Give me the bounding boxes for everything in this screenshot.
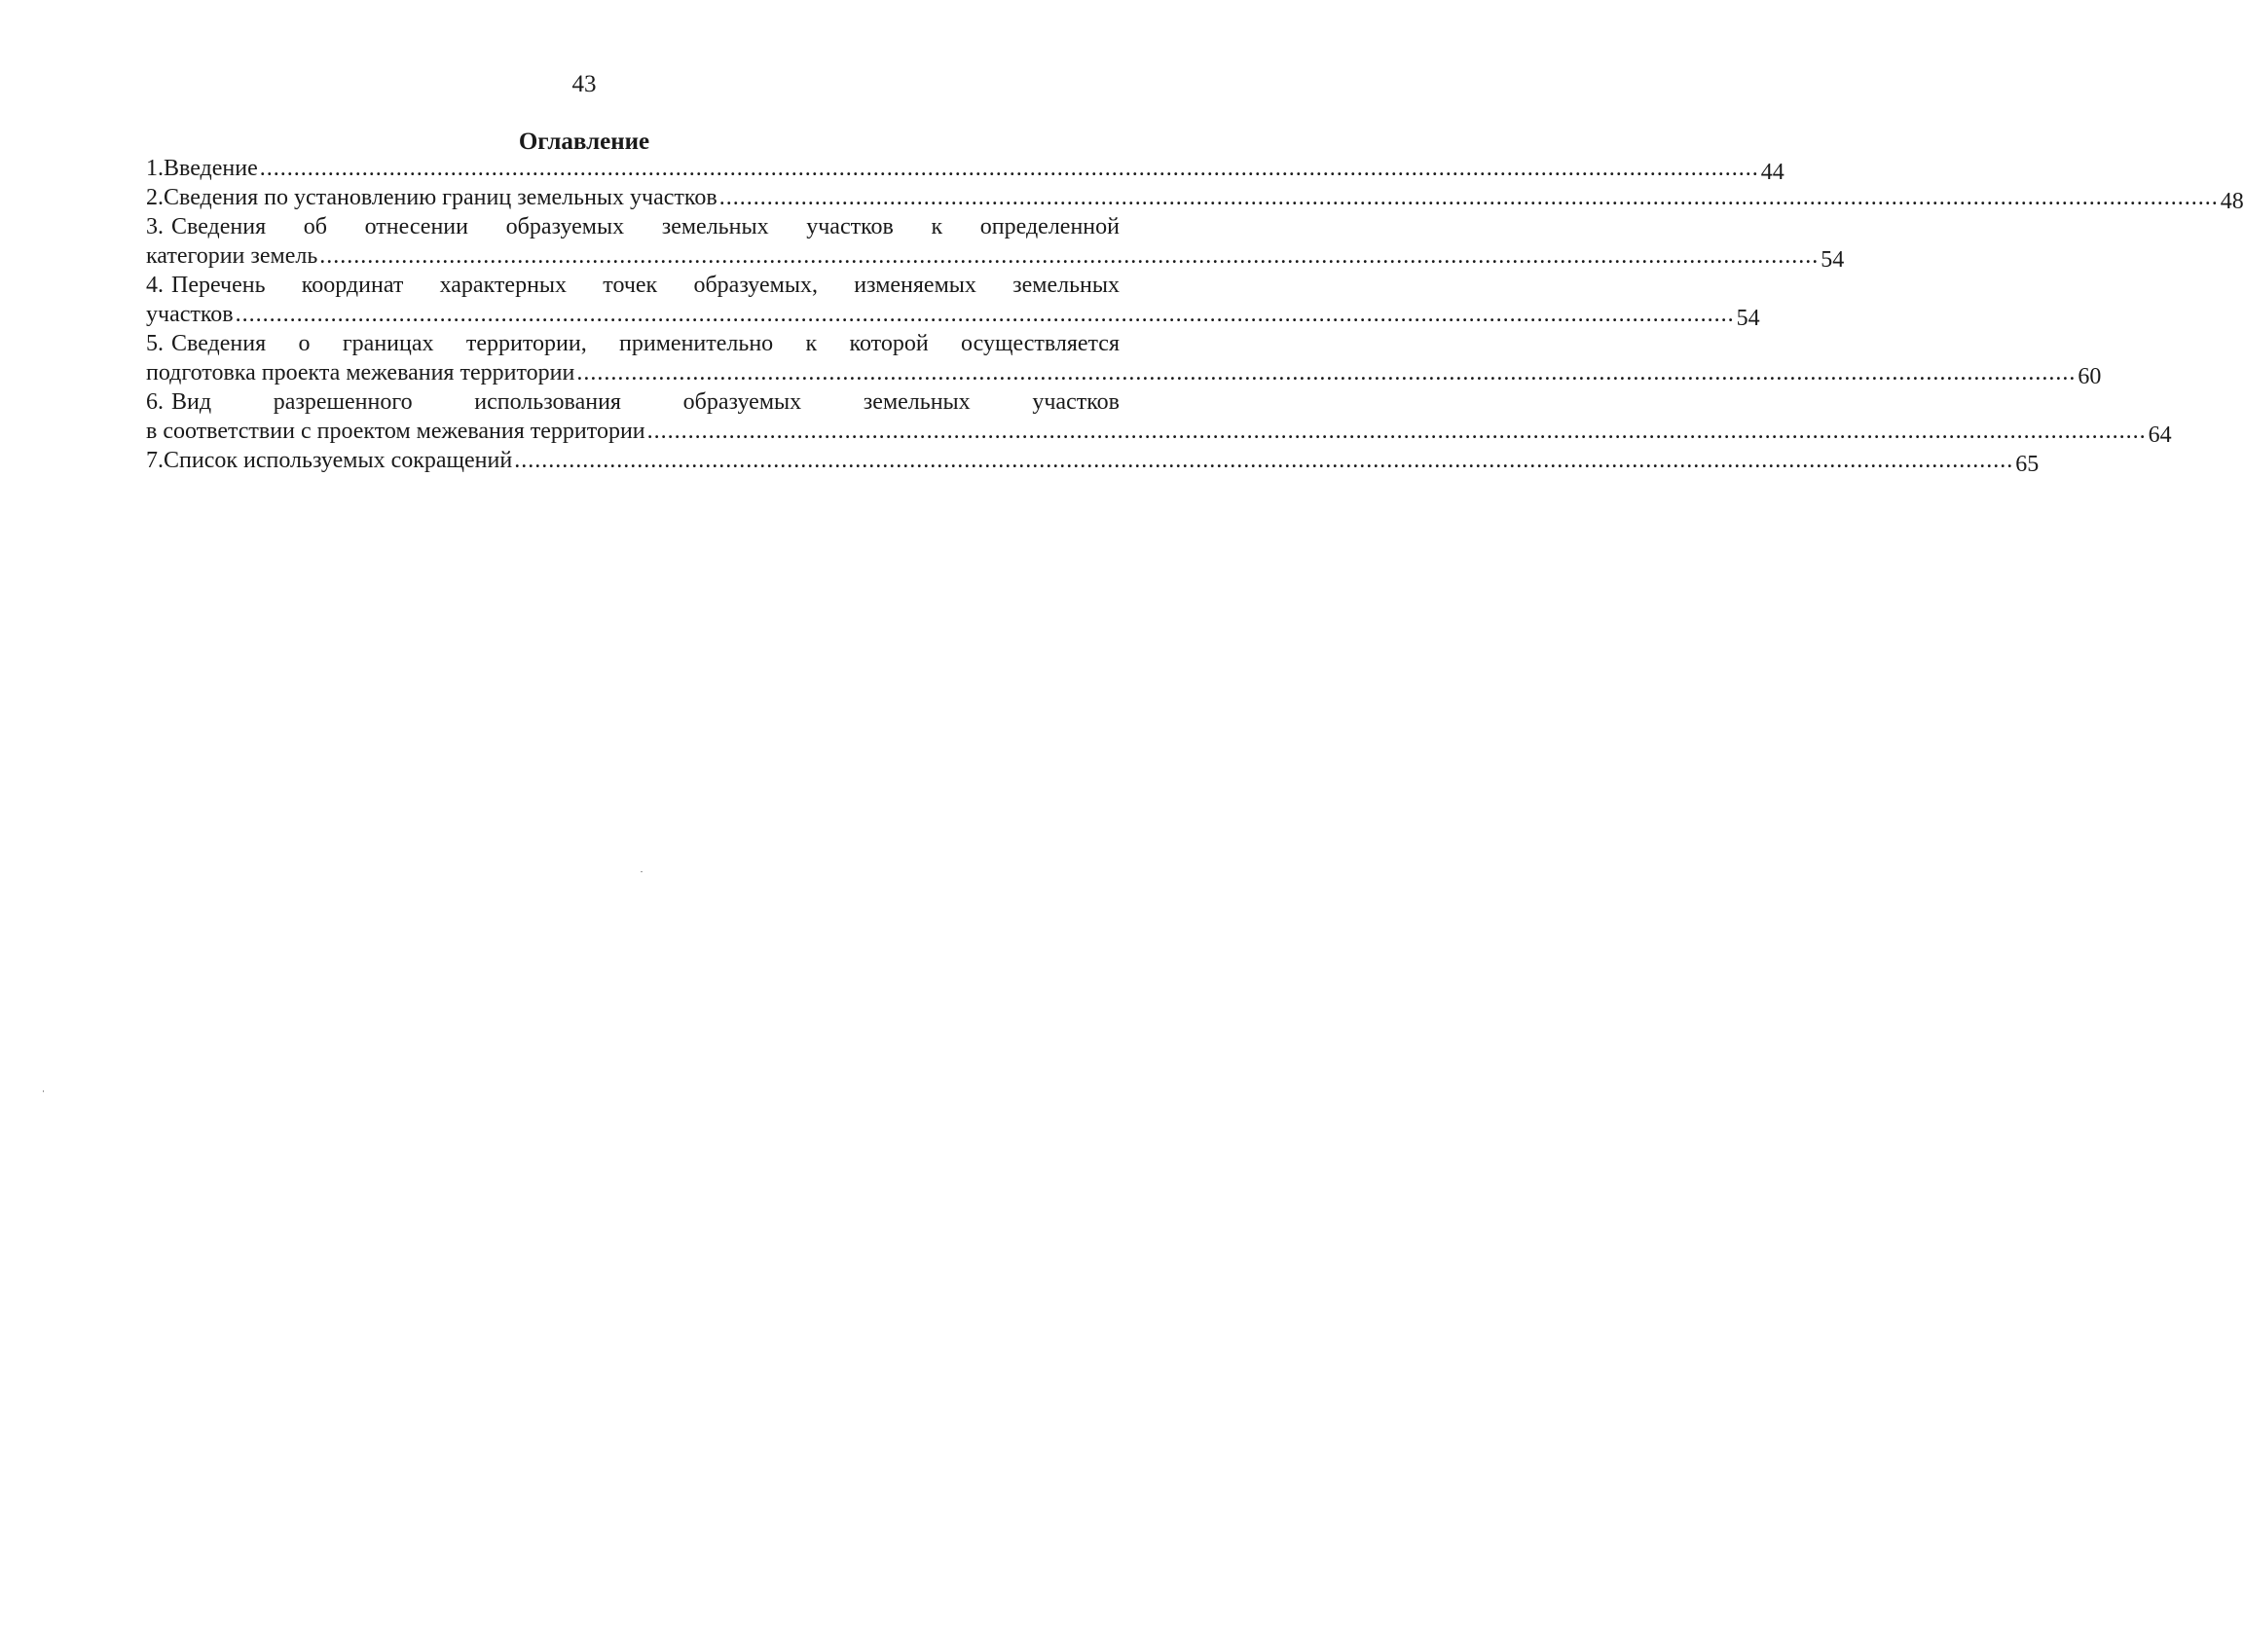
- page-number: 43: [571, 71, 597, 97]
- toc-entry-title-continued: участков: [146, 302, 234, 327]
- toc-entry-introduction[interactable]: [146, 154, 1784, 185]
- toc-entry-title-line-1: [146, 271, 1120, 300]
- toc-entry-page: 54: [1821, 247, 1845, 273]
- toc-entry-title: Перечень координат характерных точек образуемых, изменяемых земельных: [171, 273, 1120, 298]
- toc-entry-number: 5.: [146, 331, 164, 356]
- toc-entry-coordinates[interactable]: [146, 271, 1760, 331]
- toc-entry-title-line-1: [146, 329, 1120, 358]
- toc-entry-number: 1.: [146, 156, 164, 181]
- toc-entry-number: 2.: [146, 185, 164, 210]
- toc-entry-number: 4.: [146, 273, 164, 298]
- toc-entry-number: 3.: [146, 214, 164, 239]
- toc-leader-dots: ............................................................................................................................................................................................................................: [646, 419, 2147, 444]
- toc-entry-permitted-use[interactable]: [146, 387, 2172, 448]
- toc-entry-title: Вид разрешенного использования образуемых земельных участков: [171, 389, 1120, 415]
- toc-entry-number: 6.: [146, 389, 164, 415]
- scan-speck: [43, 1090, 44, 1092]
- toc-leader-dots: ............................................................................................................................................................................................................................: [718, 185, 2219, 210]
- toc-entry-page: 65: [2015, 452, 2040, 477]
- toc-entry-title: Сведения о границах территории, применительно к которой осуществляется: [171, 331, 1120, 356]
- toc-entry-title-line-1: [146, 387, 1120, 417]
- toc-entry-page: 60: [2078, 364, 2102, 389]
- scan-speck: [641, 871, 643, 872]
- toc-leader-dots: ............................................................................................................................................................................................................................: [235, 302, 1735, 327]
- toc-leader-dots: ............................................................................................................................................................................................................................: [514, 448, 2014, 473]
- toc-entry-title-line-1: [146, 212, 1120, 241]
- toc-entry-title: Список используемых сокращений: [164, 448, 513, 473]
- toc-leader-dots: ............................................................................................................................................................................................................................: [576, 360, 2077, 385]
- toc-entry-page: 64: [2148, 422, 2172, 448]
- toc-title: Оглавление: [518, 128, 650, 155]
- toc-leader-dots: ............................................................................................................................................................................................................................: [319, 243, 1820, 269]
- toc-entry-title: Сведения по установлению границ земельных участков: [164, 185, 717, 210]
- toc-entry-page: 54: [1736, 306, 1760, 331]
- toc-entry-boundaries[interactable]: [146, 183, 2244, 214]
- toc-entry-page: 48: [2220, 189, 2244, 214]
- toc-entry-title: Введение: [164, 156, 258, 181]
- toc-entry-number: 7.: [146, 448, 164, 473]
- toc-entry-abbreviations[interactable]: [146, 446, 2040, 477]
- toc-entry-title-continued: в соответствии с проектом межевания территории: [146, 419, 645, 444]
- toc-entry-page: 44: [1760, 160, 1784, 185]
- toc-entry-title-continued: категории земель: [146, 243, 318, 269]
- toc-entry-territory-boundaries[interactable]: [146, 329, 2102, 389]
- toc-leader-dots: ............................................................................................................................................................................................................................: [259, 156, 1759, 181]
- table-of-contents: [146, 154, 2244, 477]
- toc-entry-land-category[interactable]: [146, 212, 1845, 273]
- toc-entry-title-continued: подготовка проекта межевания территории: [146, 360, 575, 385]
- toc-entry-title: Сведения об отнесении образуемых земельных участков к определенной: [171, 214, 1120, 239]
